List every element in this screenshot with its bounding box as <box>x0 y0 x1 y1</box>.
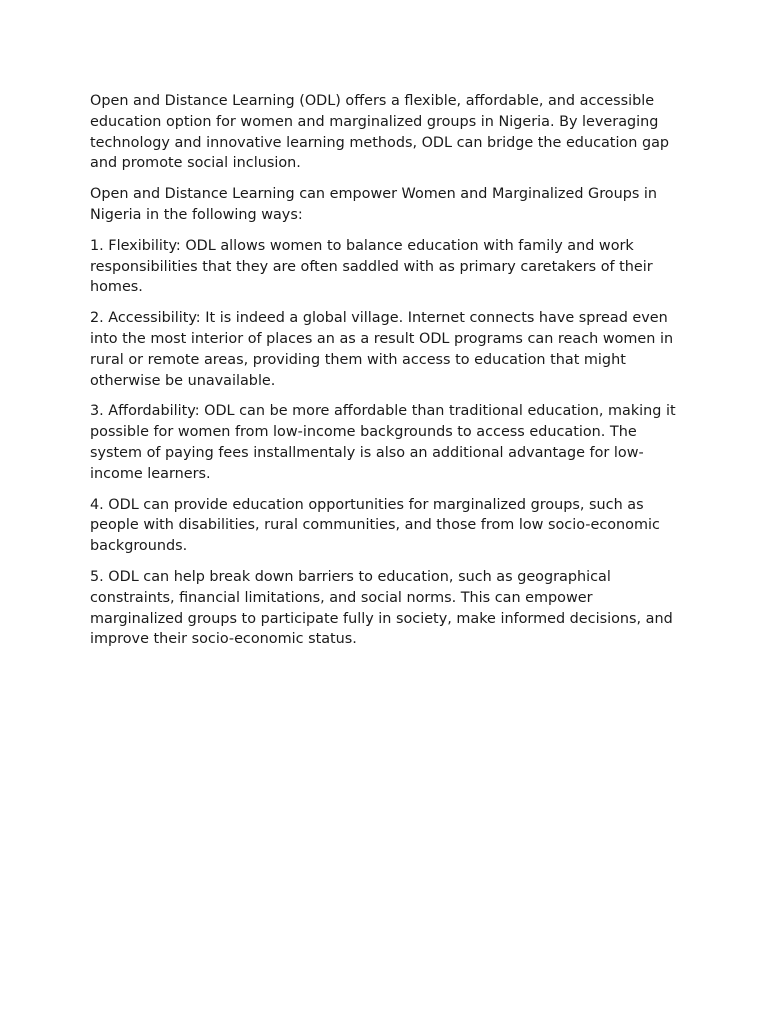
list-item-barriers: 5. ODL can help break down barriers to education, such as geographical constraints, financial limitations, and social norms. This can empower marginalized groups to participate fully in society, make informed decisions, and improve their socio-economic status. <box>90 568 673 648</box>
list-item-flexibility: 1. Flexibility: ODL allows women to balance education with family and work responsibilities that they are often saddled with as primary caretakers of their homes. <box>90 237 653 296</box>
list-item-affordability: 3. Affordability: ODL can be more affordable than traditional education, making it possible for women from low-income backgrounds to access education. The system of paying fees installmentaly is also an additional advantage for low- income learners. <box>90 403 676 482</box>
document-body <box>90 91 680 660</box>
list-item-accessibility: 2. Accessibility: It is indeed a global village. Internet connects have spread even into the most interior of places an as a result ODL programs can reach women in rural or remote areas, providing them with access to education that might otherwise be unavailable. <box>90 310 674 389</box>
lead-in-paragraph: Open and Distance Learning can empower Women and Marginalized Groups in Nigeria in the following ways: <box>90 186 658 223</box>
list-item-opportunities: 4. ODL can provide education opportunities for marginalized groups, such as people with disabilities, rural communities, and those from low socio-economic backgrounds. <box>90 496 660 555</box>
intro-paragraph: Open and Distance Learning (ODL) offers a flexible, affordable, and accessible education option for women and marginalized groups in Nigeria. By leveraging technology and innovative learning methods, ODL can bridge the education gap and promote social inclusion. <box>90 93 670 172</box>
